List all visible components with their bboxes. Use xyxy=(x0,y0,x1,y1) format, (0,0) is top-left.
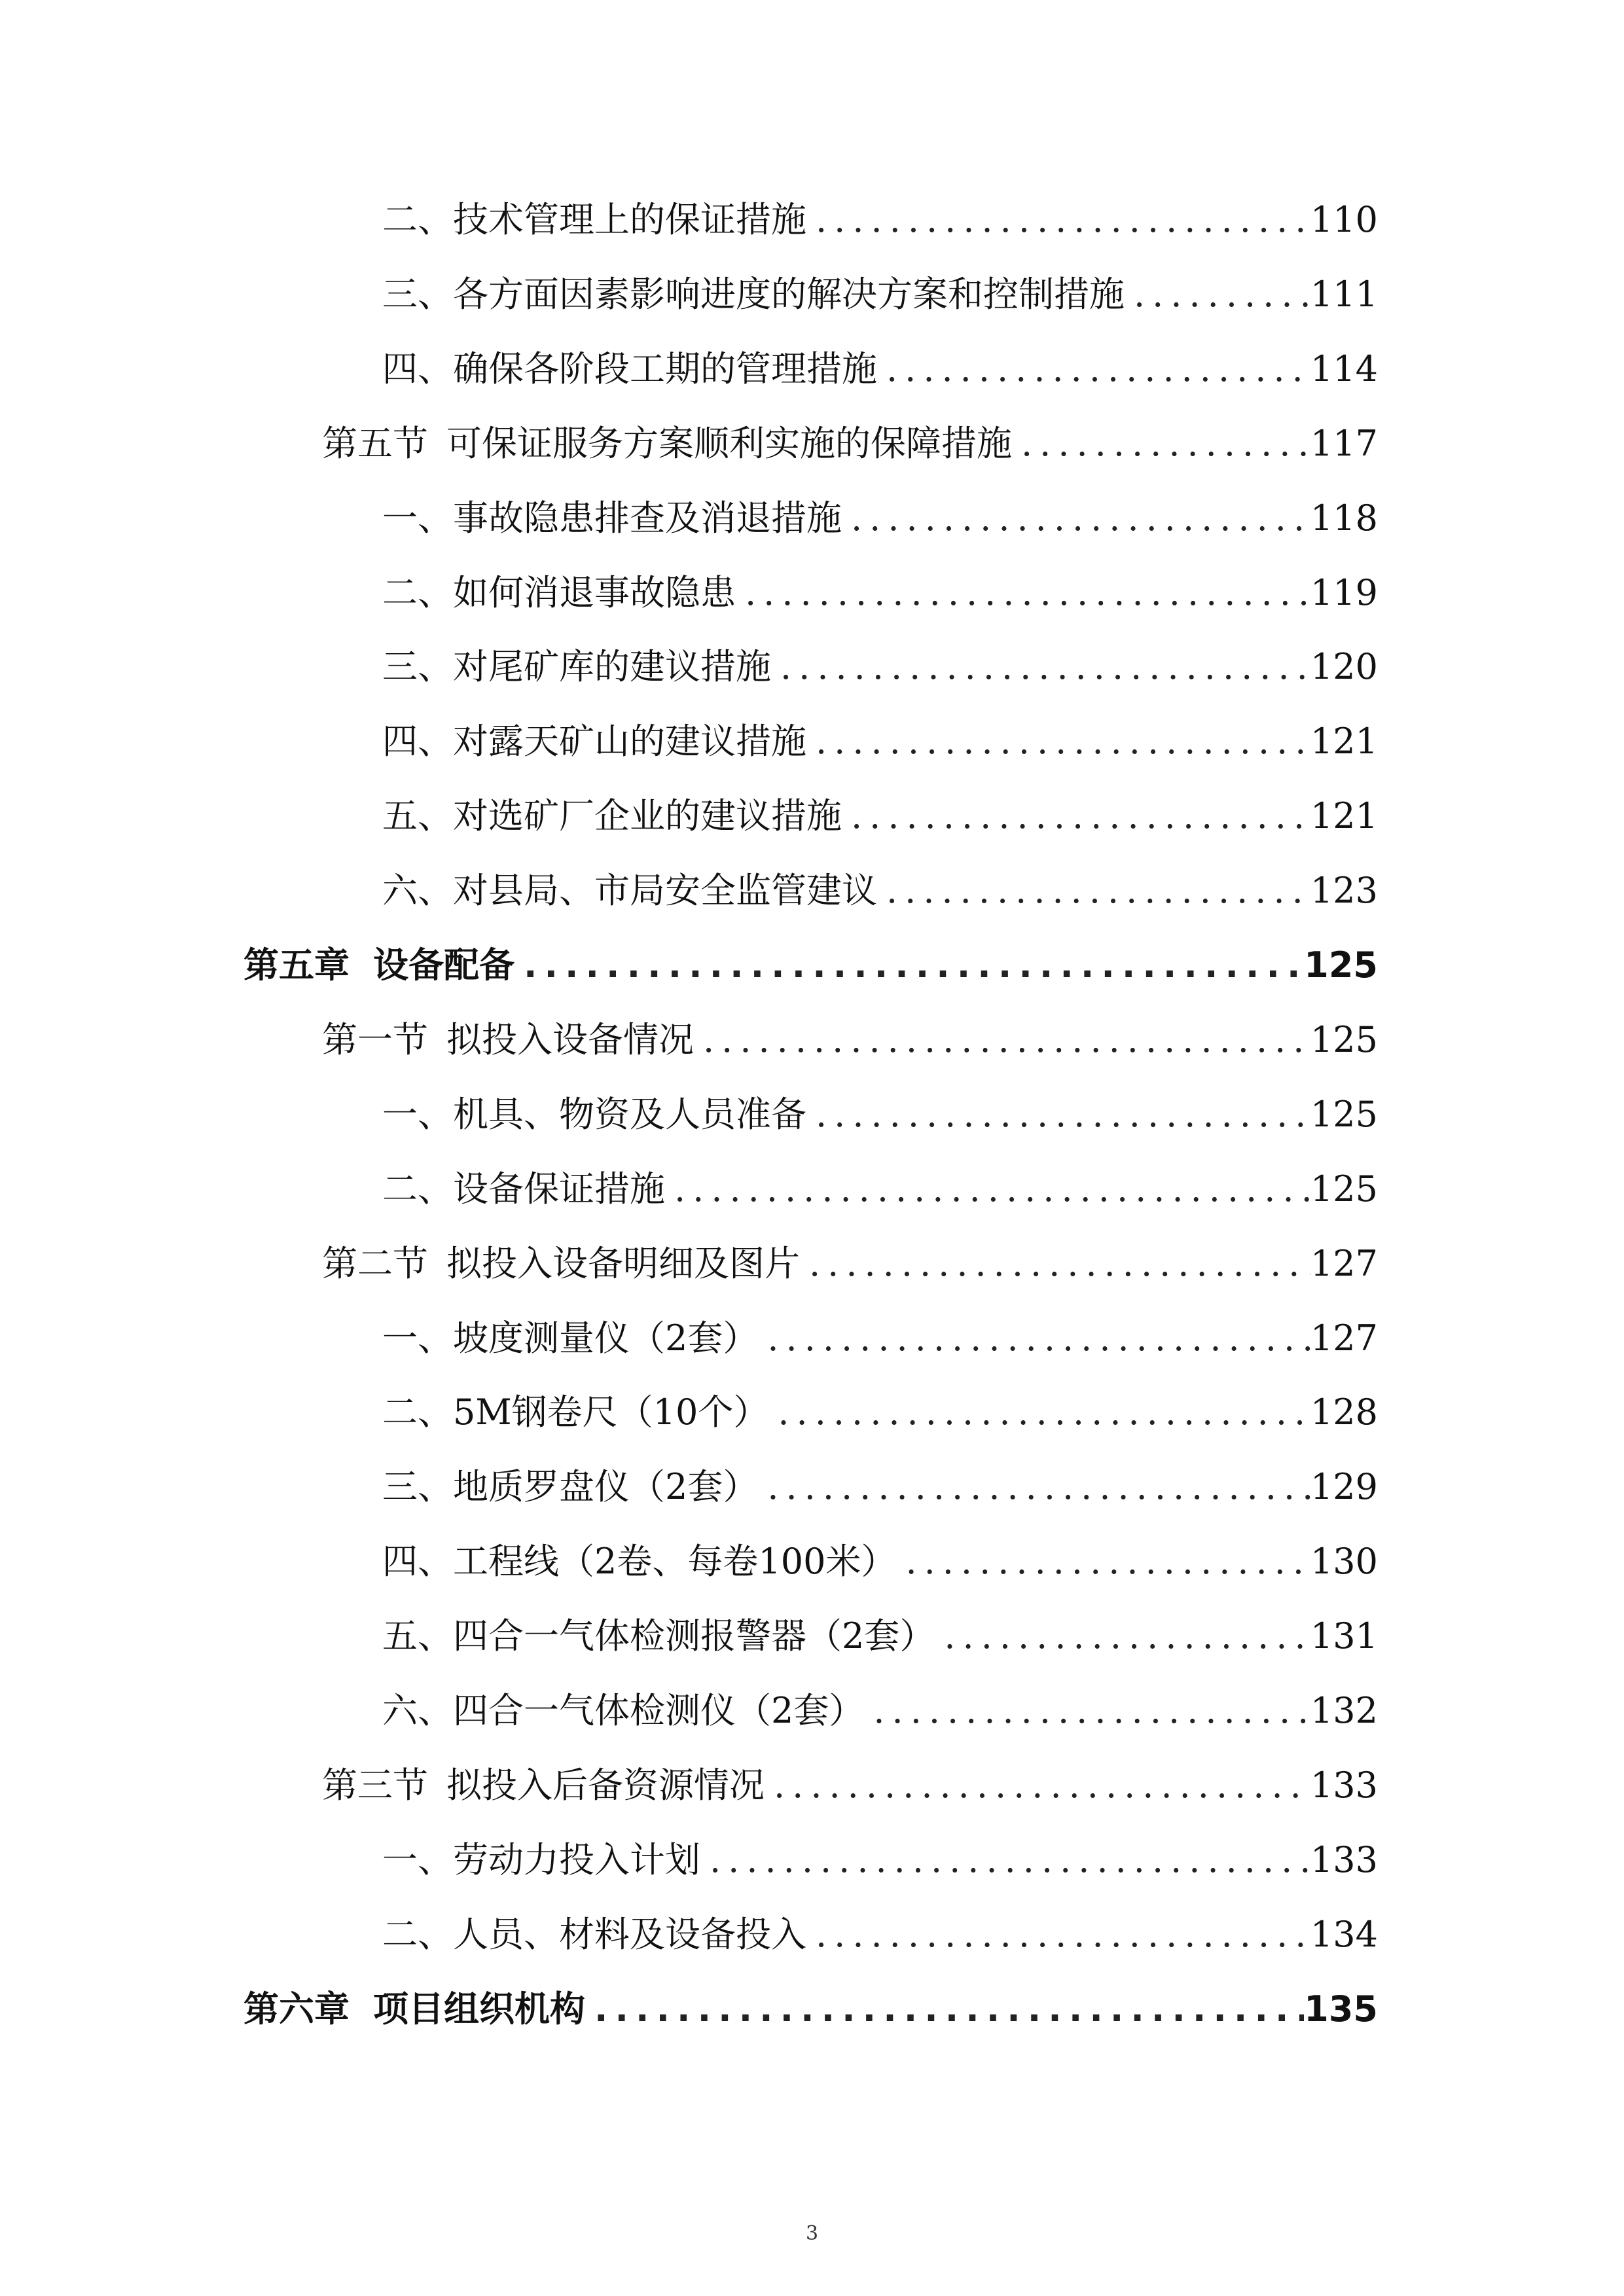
toc-dot-leader xyxy=(700,1827,1310,1893)
toc-entry-page: 129 xyxy=(1310,1466,1378,1507)
toc-entry[interactable] xyxy=(382,1454,1378,1520)
toc-entry-number: 第六章 xyxy=(244,1988,350,2030)
toc-entry[interactable] xyxy=(382,1082,1378,1147)
toc-entry-number: 二、 xyxy=(382,1168,453,1210)
toc-entry-number: 第二节 xyxy=(322,1243,428,1284)
toc-entry-title: 设备保证措施 xyxy=(453,1168,665,1210)
toc-entry-title: 对尾矿库的建议措施 xyxy=(453,646,771,687)
toc-entry[interactable] xyxy=(382,336,1378,402)
toc-entry[interactable] xyxy=(382,1157,1378,1222)
toc-entry[interactable] xyxy=(322,1007,1378,1073)
toc-entry-number: 二、 xyxy=(382,572,453,613)
toc-entry-page: 127 xyxy=(1310,1243,1378,1284)
toc-entry-page: 125 xyxy=(1310,1168,1378,1210)
toc-entry-title: 对县局、市局安全监管建议 xyxy=(453,870,877,911)
toc-entry-page: 131 xyxy=(1310,1615,1378,1657)
toc-entry-title: 各方面因素影响进度的解决方案和控制措施 xyxy=(453,274,1125,315)
toc-entry-number: 一、 xyxy=(382,497,453,539)
toc-entry[interactable] xyxy=(382,1529,1378,1594)
toc-entry-number: 六、 xyxy=(382,870,453,911)
toc-entry-number: 第五章 xyxy=(244,944,350,986)
toc-entry-page: 128 xyxy=(1310,1391,1378,1433)
toc-dot-leader xyxy=(842,486,1310,551)
toc-entry-page: 119 xyxy=(1310,572,1378,613)
toc-entry-title: 坡度测量仪（2套） xyxy=(453,1318,759,1359)
toc-dot-leader xyxy=(842,783,1310,849)
toc-entry-number: 二、 xyxy=(382,1391,453,1433)
toc-entry-title: 事故隐患排查及消退措施 xyxy=(453,497,842,539)
toc-entry-title: 地质罗盘仪（2套） xyxy=(453,1466,759,1507)
toc-entry-page: 125 xyxy=(1310,1094,1378,1135)
toc-entry-page: 121 xyxy=(1310,795,1378,836)
toc-entry-page: 134 xyxy=(1310,1914,1378,1955)
toc-entry[interactable] xyxy=(382,262,1378,327)
toc-entry-title: 设备配备 xyxy=(373,944,514,986)
toc-entry-title: 拟投入设备情况 xyxy=(446,1019,694,1060)
toc-entry[interactable] xyxy=(382,1678,1378,1744)
toc-entry-number: 六、 xyxy=(382,1690,453,1731)
toc-dot-leader xyxy=(585,1977,1304,2042)
toc-dot-leader xyxy=(736,560,1310,626)
toc-entry[interactable] xyxy=(382,1380,1378,1445)
toc-entry-number: 一、 xyxy=(382,1094,453,1135)
toc-entry-title: 四合一气体检测报警器（2套） xyxy=(453,1615,935,1657)
toc-entry-number: 三、 xyxy=(382,274,453,315)
toc-entry-title: 对露天矿山的建议措施 xyxy=(453,721,806,762)
toc-dot-leader xyxy=(806,187,1310,253)
toc-entry-number: 二、 xyxy=(382,199,453,240)
page-number: 3 xyxy=(805,2222,819,2245)
toc-entry-title: 如何消退事故隐患 xyxy=(453,572,736,613)
toc-entry-number: 第一节 xyxy=(322,1019,428,1060)
toc-entry[interactable] xyxy=(382,1604,1378,1669)
toc-entry-number: 二、 xyxy=(382,1914,453,1955)
toc-entry-number: 第五节 xyxy=(322,423,428,464)
toc-entry-title: 技术管理上的保证措施 xyxy=(453,199,806,240)
toc-entry[interactable] xyxy=(322,1231,1378,1297)
toc-entry-title: 5M钢卷尺（10个） xyxy=(453,1391,769,1433)
toc-entry-title: 劳动力投入计划 xyxy=(453,1839,700,1880)
toc-entry[interactable] xyxy=(382,187,1378,253)
toc-entry[interactable] xyxy=(382,486,1378,551)
toc-entry[interactable] xyxy=(382,709,1378,774)
toc-entry[interactable] xyxy=(382,858,1378,924)
toc-dot-leader xyxy=(877,858,1310,924)
toc-entry-number: 五、 xyxy=(382,1615,453,1657)
toc-dot-leader xyxy=(864,1678,1310,1744)
toc-entry[interactable] xyxy=(244,933,1378,998)
toc-entry-page: 121 xyxy=(1310,721,1378,762)
toc-dot-leader xyxy=(1012,411,1310,476)
toc-dot-leader xyxy=(765,1753,1310,1818)
toc-entry-title: 人员、材料及设备投入 xyxy=(453,1914,806,1955)
toc-entry-page: 118 xyxy=(1310,497,1378,539)
toc-dot-leader xyxy=(896,1529,1310,1594)
toc-entry-page: 133 xyxy=(1310,1765,1378,1806)
toc-entry-title: 拟投入后备资源情况 xyxy=(446,1765,765,1806)
toc-dot-leader xyxy=(806,1082,1310,1147)
toc-entry[interactable] xyxy=(322,411,1378,476)
toc-entry-number: 第三节 xyxy=(322,1765,428,1806)
toc-entry[interactable] xyxy=(382,1902,1378,1967)
toc-dot-leader xyxy=(694,1007,1310,1073)
toc-entry-page: 123 xyxy=(1310,870,1378,911)
toc-entry-number: 五、 xyxy=(382,795,453,836)
toc-dot-leader xyxy=(771,634,1310,700)
toc-entry-page: 110 xyxy=(1310,199,1378,240)
toc-entry[interactable] xyxy=(382,634,1378,700)
toc-entry-title: 确保各阶段工期的管理措施 xyxy=(453,348,877,389)
toc-dot-leader xyxy=(1125,262,1310,327)
toc-entry-page: 117 xyxy=(1310,423,1378,464)
toc-dot-leader xyxy=(877,336,1310,402)
toc-entry[interactable] xyxy=(322,1753,1378,1818)
toc-entry-page: 133 xyxy=(1310,1839,1378,1880)
toc-entry[interactable] xyxy=(382,1306,1378,1371)
toc-entry-number: 四、 xyxy=(382,348,453,389)
toc-entry-number: 三、 xyxy=(382,1466,453,1507)
toc-entry-page: 125 xyxy=(1310,1019,1378,1060)
toc-entry[interactable] xyxy=(382,560,1378,626)
toc-entry-page: 130 xyxy=(1310,1541,1378,1582)
toc-entry-title: 项目组织机构 xyxy=(373,1988,585,2030)
toc-entry-number: 三、 xyxy=(382,646,453,687)
toc-dot-leader xyxy=(800,1231,1310,1297)
toc-entry-page: 135 xyxy=(1304,1988,1378,2030)
toc-dot-leader xyxy=(758,1306,1310,1371)
toc-dot-leader xyxy=(806,1902,1310,1967)
toc-dot-leader xyxy=(806,709,1310,774)
toc-entry-page: 120 xyxy=(1310,646,1378,687)
toc-entry-page: 111 xyxy=(1310,274,1378,315)
toc-dot-leader xyxy=(665,1157,1310,1222)
toc-entry-number: 四、 xyxy=(382,1541,453,1582)
toc-entry-page: 132 xyxy=(1310,1690,1378,1731)
toc-entry-number: 一、 xyxy=(382,1839,453,1880)
toc-entry-title: 工程线（2卷、每卷100米） xyxy=(453,1541,897,1582)
toc-dot-leader xyxy=(935,1604,1310,1669)
toc-entry-title: 对选矿厂企业的建议措施 xyxy=(453,795,842,836)
toc-entry-page: 125 xyxy=(1304,944,1378,986)
toc-entry[interactable] xyxy=(382,1827,1378,1893)
toc-dot-leader xyxy=(514,933,1304,998)
toc-dot-leader xyxy=(758,1454,1310,1520)
toc-entry-page: 127 xyxy=(1310,1318,1378,1359)
toc-entry-title: 四合一气体检测仪（2套） xyxy=(453,1690,865,1731)
toc-entry-number: 四、 xyxy=(382,721,453,762)
toc-entry-title: 机具、物资及人员准备 xyxy=(453,1094,806,1135)
toc-entry-page: 114 xyxy=(1310,348,1378,389)
toc-entry-title: 拟投入设备明细及图片 xyxy=(446,1243,800,1284)
toc-dot-leader xyxy=(768,1380,1310,1445)
toc-entry[interactable] xyxy=(382,783,1378,849)
toc-entry-title: 可保证服务方案顺利实施的保障措施 xyxy=(446,423,1012,464)
toc-entry[interactable] xyxy=(244,1977,1378,2042)
toc-entry-number: 一、 xyxy=(382,1318,453,1359)
